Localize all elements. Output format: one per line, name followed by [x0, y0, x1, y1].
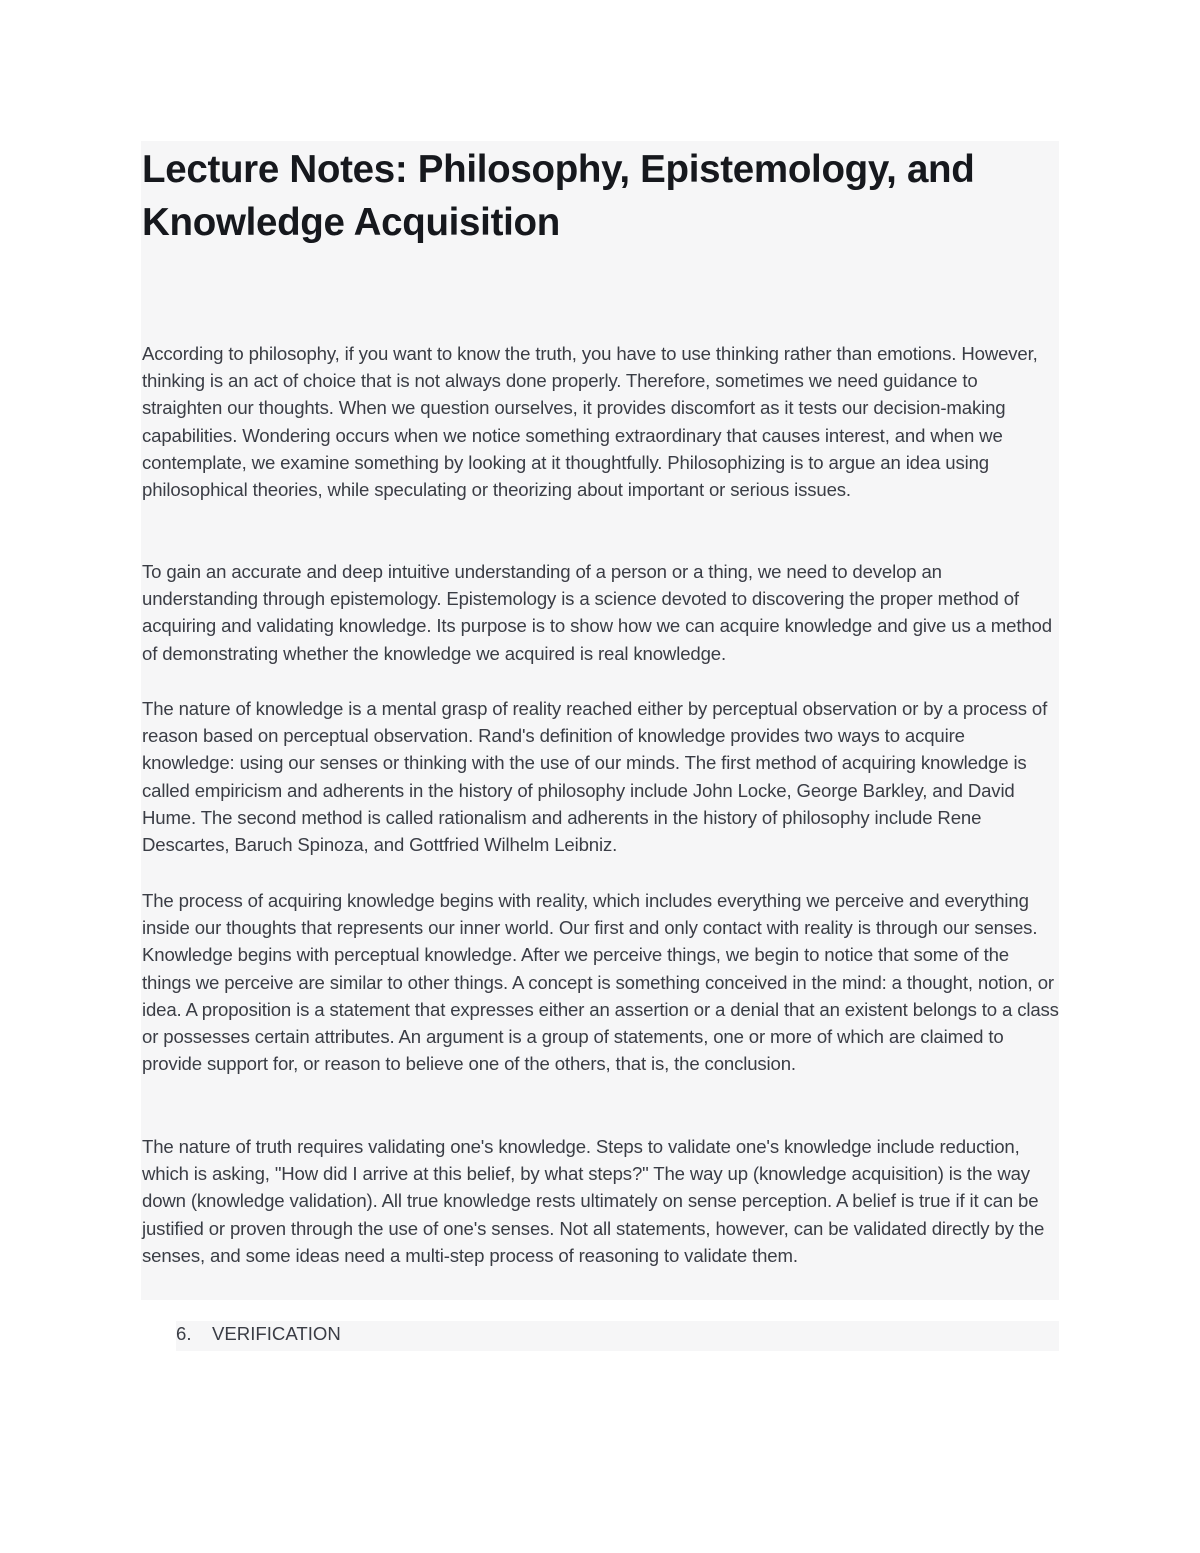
list-item-label: VERIFICATION — [212, 1323, 341, 1344]
paragraph-nature-of-knowledge: The nature of knowledge is a mental grasp of reality reached either by perceptual observation or by a process of reason based on perceptual observation. Rand's definition of knowledge provides two ways to acquire knowledge: using our senses or thinking with the use of our minds. The first method of acquiring knowledge is called empiricism and adherents in the history of philosophy include John Locke, George Barkley, and David Hume. The second method is called rationalism and adherents in the history of philosophy include Rene Descartes, Baruch Spinoza, and Gottfried Wilhelm Leibniz. — [142, 698, 1048, 856]
document-title: Lecture Notes: Philosophy, Epistemology, and Knowledge Acquisition — [142, 148, 975, 244]
paragraph-acquiring-knowledge: The process of acquiring knowledge begins with reality, which includes everything we perceive and everything inside our thoughts that represents our inner world. Our first and only contact with reality is through our senses. Knowledge begins with perceptual knowledge. After we perceive things, we begin to notice that some of the things we perceive are similar to other things. A concept is something conceived in the mind: a thought, notion, or idea. A proposition is a statement that expresses either an assertion or a denial that an existent belongs to a class or possesses certain attributes. An argument is a group of statements, one or more of which are claimed to provide support for, or reason to believe one of the others, that is, the conclusion. — [142, 890, 1059, 1075]
paragraph-nature-of-truth: The nature of truth requires validating one's knowledge. Steps to validate one's knowledge include reduction, which is asking, "How did I arrive at this belief, by what steps?" The way up (knowledge acquisition) is the way down (knowledge validation). All true knowledge rests ultimately on sense perception. A belief is true if it can be justified or proven through the use of one's senses. Not all statements, however, can be validated directly by the senses, and some ideas need a multi-step process of reasoning to validate them. — [142, 1136, 1045, 1266]
list-item-number: 6. — [176, 1323, 192, 1344]
paragraph-epistemology: To gain an accurate and deep intuitive understanding of a person or a thing, we need to develop an understanding through epistemology. Epistemology is a science devoted to discovering the proper method of acquiring and validating knowledge. Its purpose is to show how we can acquire knowledge and give us a method of demonstrating whether the knowledge we acquired is real knowledge. — [142, 561, 1052, 664]
paragraph-philosophy: According to philosophy, if you want to know the truth, you have to use thinking rather than emotions. However, thinking is an act of choice that is not always done properly. Therefore, sometimes we need guidance to straighten our thoughts. When we question ourselves, it provides discomfort as it tests our decision-making capabilities. Wondering occurs when we notice something extraordinary that causes interest, and when we contemplate, we examine something by looking at it thoughtfully. Philosophizing is to argue an idea using philosophical theories, while speculating or theorizing about important or serious issues. — [142, 343, 1038, 501]
list-item-verification — [176, 1320, 341, 1348]
